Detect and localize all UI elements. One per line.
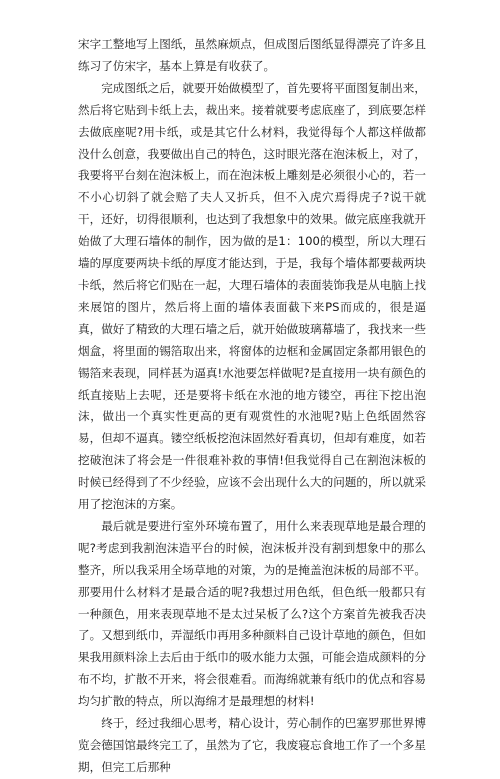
paragraph-outdoor-environment: 最后就是要进行室外环境布置了，用什么来表现草地是最合理的呢?考虑到我割泡沫造平台的时候，泡沫板并没有割到想象中的那么整齐，所以我采用全场草地的对策，为的是掩盖泡沫板的局部不平。那要用什么材料才是最合适的呢?我想过用色纸，但色纸一般都只有一种颜色，用来表现草地不是太过呆板了么?这个方案首先被我否决了。又想到纸巾，弄湿纸巾再用多种颜料自己设计草地的颜色，但如果我用颜料涂上去后由于纸巾的吸水能力太强，可能会造成颜料的分布不均，扩散不开来，将会很难看。而海绵就兼有纸巾的优点和容易均匀扩散的特点，所以海绵才是最理想的材料! bbox=[78, 518, 426, 709]
document-body bbox=[78, 34, 426, 779]
paragraph-completion: 终于，经过我细心思考，精心设计，劳心制作的巴塞罗那世界博览会德国馆最终完工了，虽然为了它，我废寝忘食地工作了一个多星期，但完工后那种 bbox=[78, 716, 426, 774]
paragraph-continuation: 宋字工整地写上图纸，虽然麻烦点，但成图后图纸显得漂亮了许多且练习了仿宋字，基本上算是有收获了。 bbox=[78, 37, 426, 73]
paragraph-model-making: 完成图纸之后，就要开始做模型了，首先要将平面图复制出来，然后将它贴到卡纸上去，裁出来。接着就要考虑底座了，到底要怎样去做底座呢?用卡纸，或是其它什么材料，我觉得每个人都这样做都没什么创意，我要做出自己的特色，这时眼光落在泡沫板上，对了，我要将平台刻在泡沫板上，而在泡沫板上雕刻是必须很小心的，若一不小心切斜了就会赔了夫人又折兵，但不入虎穴焉得虎子?说干就干，还好，切得很顺利，也达到了我想象中的效果。做完底座我就开始做了大理石墙体的制作，因为做的是1：100的模型，所以大理石墙的厚度要两块卡纸的厚度才能达到，于是，我每个墙体都要裁两块卡纸，然后将它们贴在一起，大理石墙体的表面装饰我是从电脑上找来展馆的图片，然后将上面的墙体表面截下来PS而成的，很是逼真，做好了精致的大理石墙之后，就开始做玻璃幕墙了，我找来一些烟盒，将里面的锡箔取出来，将窗体的边框和金属固定条都用银色的锡箔来表现，同样甚为逼真!水池要怎样做呢?是直接用一块有颜色的纸直接贴上去呢，还是要将卡纸在水池的地方镂空，再往下挖出泡沫，做出一个真实性更高的更有观赏性的水池呢?贴上色纸固然容易，但却不逼真。镂空纸板挖泡沫固然好看真切，但却有难度，如若挖破泡沫了将会是一件很难补救的事情!但我觉得自己在割泡沫板的时候已经得到了不少经验，应该不会出现什么大的问题的，所以就采用了挖泡沫的方案。 bbox=[78, 80, 426, 512]
